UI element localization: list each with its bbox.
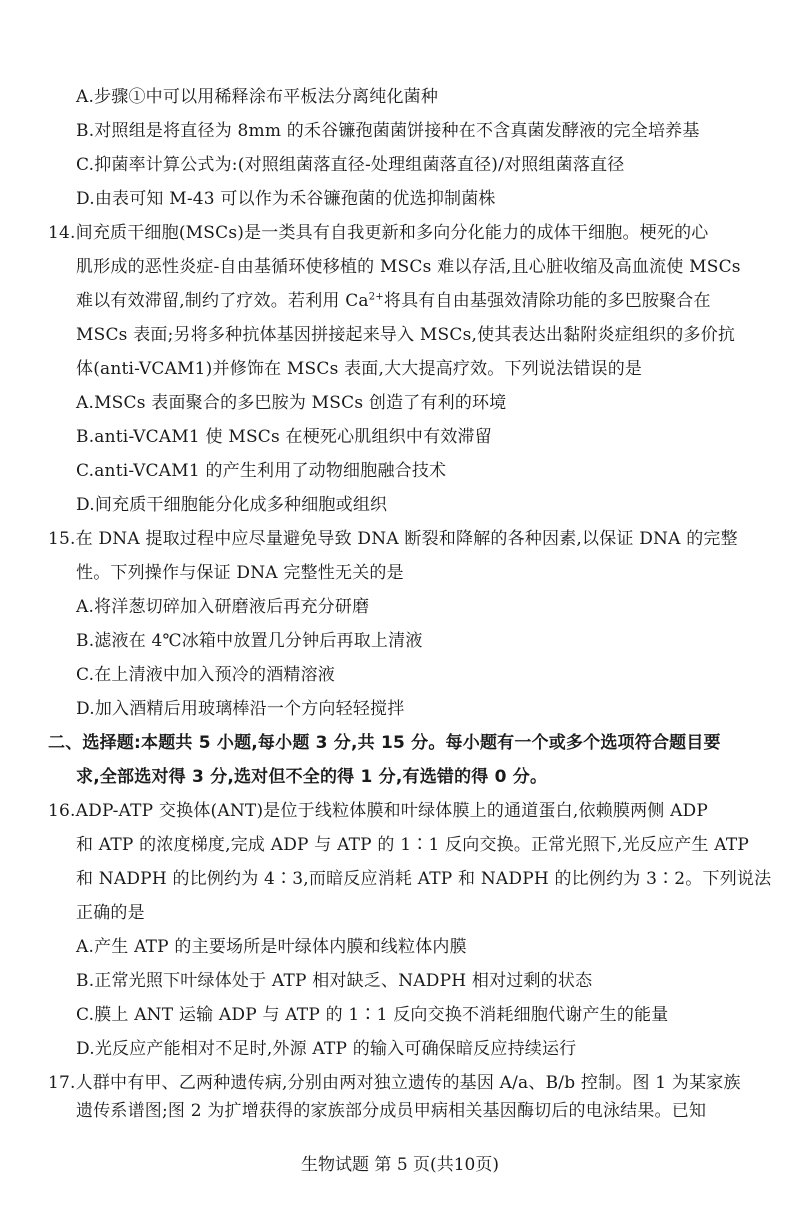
q17-stem-line: 17.人群中有甲、乙两种遗传病,分别由两对独立遗传的基因 A/a、B/b 控制。图 1 为某家族 (48, 1073, 741, 1093)
q16-option-c: C.膜上 ANT 运输 ADP 与 ATP 的 1∶1 反向交换不消耗细胞代谢产生的能量 (76, 1005, 669, 1025)
q16-stem-line: 和 NADPH 的比例约为 4∶3,而暗反应消耗 ATP 和 NADPH 的比例约为 3∶2。下列说法 (76, 869, 772, 889)
page-footer: 生物试题 第 5 页(共10页) (301, 1155, 499, 1175)
q16-stem-line: 和 ATP 的浓度梯度,完成 ADP 与 ATP 的 1∶1 反向交换。正常光照下,光反应产生 ATP (76, 835, 749, 855)
q14-stem-text: 将具有自由基强效清除功能的多巴胺聚合在 (383, 291, 711, 311)
q15-option-b: B.滤液在 4℃冰箱中放置几分钟后再取上清液 (76, 631, 423, 651)
q15-stem-line: 性。下列操作与保证 DNA 完整性无关的是 (76, 563, 404, 583)
q14-stem-line: 肌形成的恶性炎症-自由基循环使移植的 MSCs 难以存活,且心脏收缩及高血流使 MSCs (76, 257, 741, 277)
q17-stem-line: 遗传系谱图;图 2 为扩增获得的家族部分成员甲病相关基因酶切后的电泳结果。已知 (76, 1101, 707, 1121)
section-heading: 求,全部选对得 3 分,选对但不全的得 1 分,有选错的得 0 分。 (76, 767, 548, 787)
q16-option-d: D.光反应产能相对不足时,外源 ATP 的输入可确保暗反应持续运行 (76, 1039, 577, 1059)
q14-option-c: C.anti-VCAM1 的产生利用了动物细胞融合技术 (76, 461, 447, 481)
q16-stem-line: 正确的是 (76, 903, 145, 923)
q16-stem-line: 16.ADP-ATP 交换体(ANT)是位于线粒体膜和叶绿体膜上的通道蛋白,依赖膜两侧 ADP (48, 801, 709, 821)
q14-stem-line: MSCs 表面;另将多种抗体基因拼接起来导入 MSCs,使其表达出黏附炎症组织的多价抗 (76, 325, 736, 345)
q13-option-d: D.由表可知 M-43 可以作为禾谷镰孢菌的优选抑制菌株 (76, 189, 496, 209)
q13-option-b: B.对照组是将直径为 8mm 的禾谷镰孢菌菌饼接种在不含真菌发酵液的完全培养基 (76, 121, 700, 141)
q14-stem-line (76, 290, 711, 312)
q16-option-a: A.产生 ATP 的主要场所是叶绿体内膜和线粒体内膜 (76, 937, 467, 957)
q15-stem-line: 15.在 DNA 提取过程中应尽量避免导致 DNA 断裂和降解的各种因素,以保证 DNA 的完整 (48, 529, 738, 549)
section-heading: 二、选择题:本题共 5 小题,每小题 3 分,共 15 分。每小题有一个或多个选项符合题目要 (48, 733, 721, 753)
q14-stem-line: 14.间充质干细胞(MSCs)是一类具有自我更新和多向分化能力的成体干细胞。梗死的心 (48, 223, 709, 243)
ion-charge-superscript: 2+ (368, 291, 384, 303)
q14-stem-text: 难以有效滞留,制约了疗效。若利用 Ca (76, 291, 369, 311)
q14-option-a: A.MSCs 表面聚合的多巴胺为 MSCs 创造了有利的环境 (76, 393, 507, 413)
q13-option-a: A.步骤①中可以用稀释涂布平板法分离纯化菌种 (76, 87, 439, 107)
q15-option-d: D.加入酒精后用玻璃棒沿一个方向轻轻搅拌 (76, 699, 405, 719)
q15-option-a: A.将洋葱切碎加入研磨液后再充分研磨 (76, 597, 370, 617)
q14-option-d: D.间充质干细胞能分化成多种细胞或组织 (76, 495, 388, 515)
q16-option-b: B.正常光照下叶绿体处于 ATP 相对缺乏、NADPH 相对过剩的状态 (76, 971, 593, 991)
q15-option-c: C.在上清液中加入预冷的酒精溶液 (76, 665, 336, 685)
q14-option-b: B.anti-VCAM1 使 MSCs 在梗死心肌组织中有效滞留 (76, 427, 492, 447)
q14-stem-line: 体(anti-VCAM1)并修饰在 MSCs 表面,大大提高疗效。下列说法错误的是 (76, 359, 643, 379)
q13-option-c: C.抑菌率计算公式为:(对照组菌落直径-处理组菌落直径)/对照组菌落直径 (76, 155, 625, 175)
